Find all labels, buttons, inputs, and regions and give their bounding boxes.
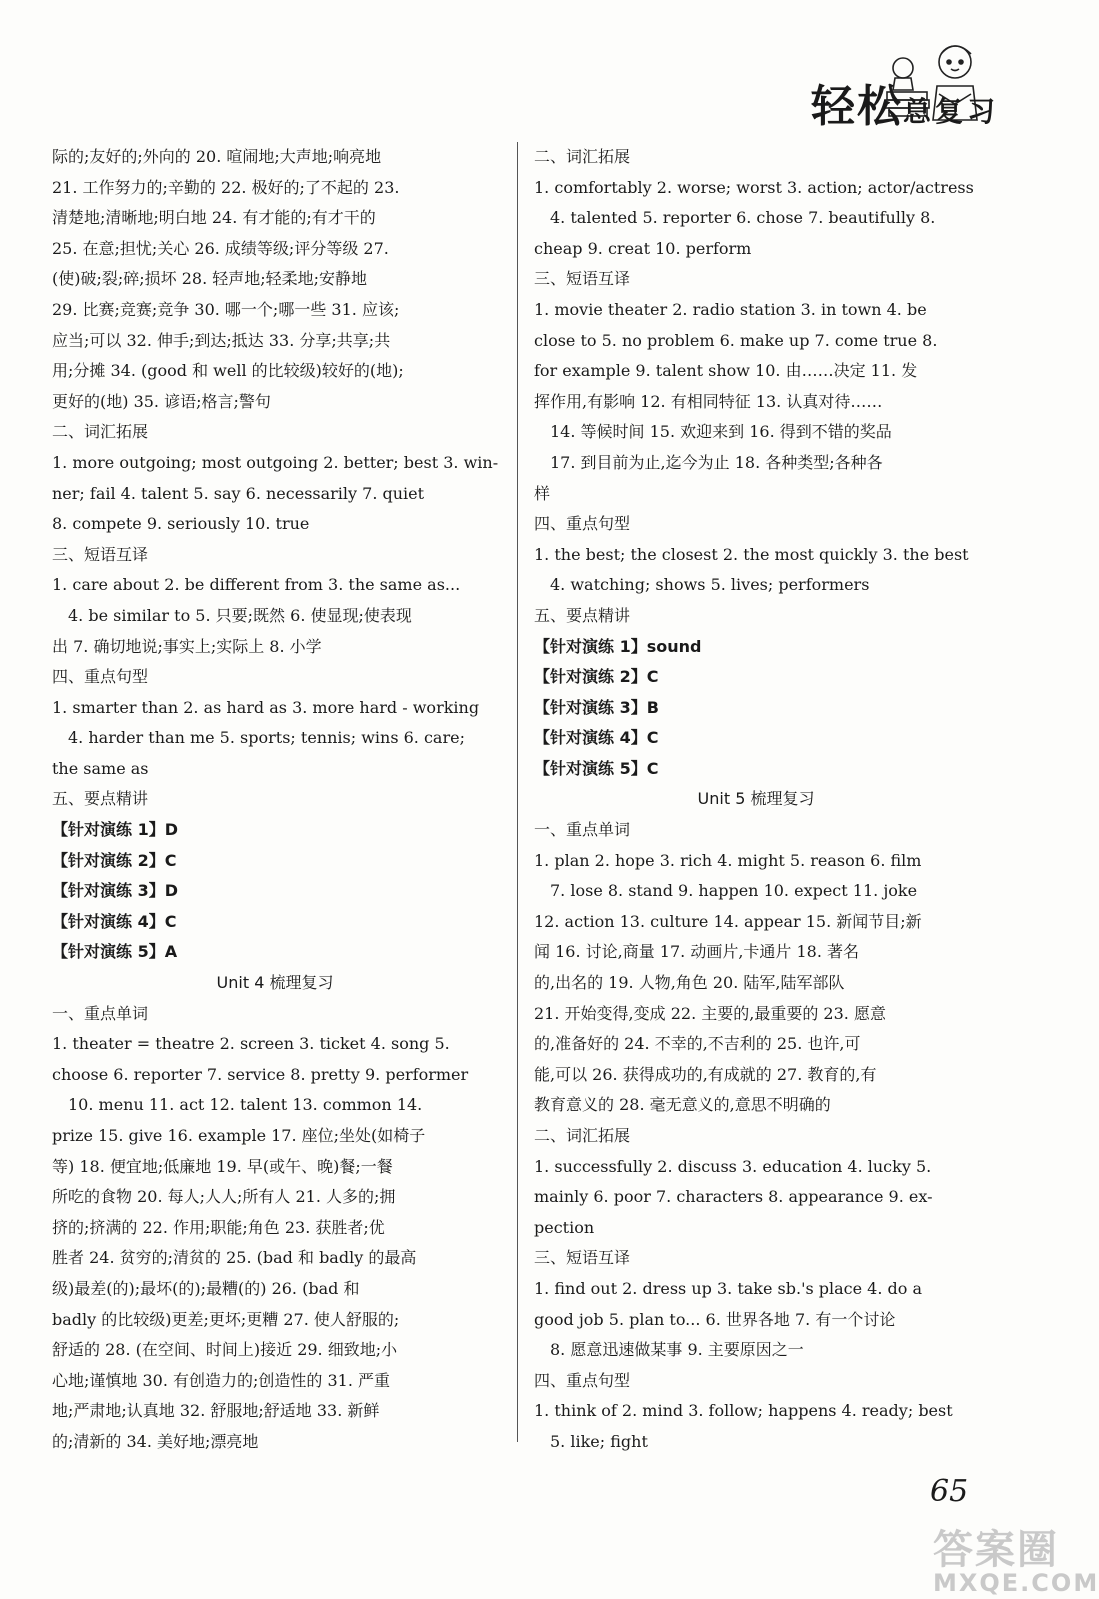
answer-line: 心地;谨慎地 30. 有创造力的;创造性的 31. 严重 — [52, 1370, 391, 1390]
answer-line: 10. menu 11. act 12. talent 13. common 14. — [68, 1095, 423, 1115]
right-column — [534, 142, 978, 1458]
practice-answer: 【针对演练 2】C — [52, 850, 177, 870]
answer-line: 级)最差(的);最坏(的);最糟(的) 26. (bad 和 — [52, 1278, 360, 1298]
section-heading: 四、重点句型 — [52, 667, 149, 687]
section-heading: 四、重点句型 — [534, 514, 631, 534]
answer-line: 29. 比赛;竞赛;竞争 30. 哪一个;哪一些 31. 应该; — [52, 299, 400, 319]
answer-line: pection — [534, 1217, 595, 1237]
unit-title: Unit 5 梳理复习 — [697, 789, 815, 809]
practice-answer: 【针对演练 3】B — [534, 697, 659, 717]
page-number: 65 — [930, 1474, 969, 1509]
brand-title-small: 总复习 — [902, 95, 999, 128]
answer-line: 4. harder than me 5. sports; tennis; wins 6. care; — [68, 728, 465, 748]
answer-line: choose 6. reporter 7. service 8. pretty 9. performer — [52, 1064, 469, 1084]
book-brand-title — [811, 70, 999, 134]
answer-line: badly 的比较级)更差;更坏;更糟 27. 使人舒服的; — [52, 1309, 400, 1329]
practice-answer: 【针对演练 1】D — [52, 820, 178, 840]
watermark-logo — [933, 1518, 1099, 1597]
answer-line: for example 9. talent show 10. 由……决定 11. 发 — [534, 361, 918, 381]
answer-line: 12. action 13. culture 14. appear 15. 新闻节目;新 — [534, 911, 922, 931]
answer-line: 的;清新的 34. 美好地;漂亮地 — [52, 1431, 259, 1451]
answer-line: 7. lose 8. stand 9. happen 10. expect 11. joke — [550, 881, 918, 901]
answer-line: 挤的;挤满的 22. 作用;职能;角色 23. 获胜者;优 — [52, 1217, 385, 1237]
answer-line: 用;分摊 34. (good 和 well 的比较级)较好的(地); — [52, 361, 404, 381]
answer-line: prize 15. give 16. example 17. 座位;坐处(如椅子 — [52, 1126, 426, 1145]
answer-line: 4. be similar to 5. 只要;既然 6. 使显现;使表现 — [68, 605, 412, 625]
answer-line: 1. movie theater 2. radio station 3. in town 4. be — [534, 299, 927, 319]
answer-line: 出 7. 确切地说;事实上;实际上 8. 小学 — [52, 636, 322, 656]
section-heading: 三、短语互译 — [534, 1248, 631, 1268]
section-heading: 二、词汇拓展 — [534, 1126, 631, 1145]
watermark-bottom: MXQE.COM — [933, 1569, 1099, 1597]
answer-line: 样 — [534, 483, 551, 503]
answer-line: cheap 9. creat 10. perform — [534, 238, 752, 258]
practice-answer: 【针对演练 2】C — [534, 667, 659, 687]
answer-line: 地;严肃地;认真地 32. 舒服地;舒适地 33. 新鲜 — [52, 1401, 380, 1421]
answer-line: 清楚地;清晰地;明白地 24. 有才能的;有才干的 — [52, 208, 376, 228]
answer-line: 能,可以 26. 获得成功的,有成就的 27. 教育的,有 — [534, 1064, 877, 1084]
section-heading: 四、重点句型 — [534, 1370, 631, 1390]
practice-answer: 【针对演练 4】C — [534, 728, 659, 748]
answer-line: 际的;友好的;外向的 20. 喧闹地;大声地;响亮地 — [52, 147, 382, 166]
answer-line: 1. comfortably 2. worse; worst 3. action; actor/actress — [534, 177, 974, 197]
answer-line: 1. more outgoing; most outgoing 2. better; best 3. win- — [52, 452, 499, 472]
section-heading: 一、重点单词 — [534, 820, 631, 840]
answer-line: 应当;可以 32. 伸手;到达;抵达 33. 分享;共享;共 — [52, 330, 391, 350]
practice-answer: 【针对演练 3】D — [52, 881, 178, 901]
answer-line: 1. plan 2. hope 3. rich 4. might 5. reason 6. film — [534, 850, 922, 870]
watermark-top: 答案圈 — [933, 1527, 1059, 1573]
column-divider — [517, 142, 518, 1442]
answer-line: 14. 等候时间 15. 欢迎来到 16. 得到不错的奖品 — [550, 422, 892, 442]
unit-title: Unit 4 梳理复习 — [216, 973, 334, 993]
answer-line: 胜者 24. 贫穷的;清贫的 25. (bad 和 badly 的最高 — [52, 1248, 417, 1268]
answer-line: 5. like; fight — [550, 1431, 648, 1451]
section-heading: 二、词汇拓展 — [52, 422, 149, 442]
answer-line: 25. 在意;担忧;关心 26. 成绩等级;评分等级 27. — [52, 238, 389, 258]
answer-line: 挥作用,有影响 12. 有相同特征 13. 认真对待…… — [534, 391, 883, 411]
answer-line: 1. think of 2. mind 3. follow; happens 4. ready; best — [534, 1401, 953, 1421]
answer-line: (使)破;裂;碎;损坏 28. 轻声地;轻柔地;安静地 — [52, 269, 368, 289]
answer-line: close to 5. no problem 6. make up 7. come true 8. — [534, 330, 938, 350]
left-column — [52, 142, 498, 1458]
answer-line: 4. talented 5. reporter 6. chose 7. beautifully 8. — [550, 208, 936, 228]
answer-line: 21. 开始变得,变成 22. 主要的,最重要的 23. 愿意 — [534, 1003, 886, 1023]
answer-line: 8. compete 9. seriously 10. true — [52, 514, 310, 534]
answer-line: mainly 6. poor 7. characters 8. appearance 9. ex- — [534, 1187, 933, 1207]
answer-line: 8. 愿意迅速做某事 9. 主要原因之一 — [550, 1340, 804, 1360]
answer-line: ner; fail 4. talent 5. say 6. necessarily 7. quiet — [52, 483, 425, 503]
answer-line: 4. watching; shows 5. lives; performers — [550, 575, 870, 595]
answer-line: 21. 工作努力的;辛勤的 22. 极好的;了不起的 23. — [52, 177, 400, 197]
practice-answer: 【针对演练 5】A — [52, 942, 178, 962]
answer-line: 1. theater = theatre 2. screen 3. ticket 4. song 5. — [52, 1034, 450, 1054]
section-heading: 五、要点精讲 — [52, 789, 149, 809]
brand-title-big: 轻松 — [810, 81, 903, 132]
answer-line: 1. smarter than 2. as hard as 3. more hard - working — [52, 697, 480, 717]
answer-line: 的,准备好的 24. 不幸的,不吉利的 25. 也许,可 — [534, 1034, 861, 1054]
practice-answer: 【针对演练 5】C — [534, 758, 659, 778]
answer-line: 等) 18. 便宜地;低廉地 19. 早(或午、晚)餐;一餐 — [52, 1156, 393, 1176]
practice-answer: 【针对演练 4】C — [52, 911, 177, 931]
answer-line: 更好的(地) 35. 谚语;格言;警句 — [52, 391, 271, 411]
answer-line: the same as — [52, 758, 149, 778]
section-heading: 五、要点精讲 — [534, 605, 631, 625]
section-heading: 三、短语互译 — [52, 544, 149, 564]
answer-line: 舒适的 28. (在空间、时间上)接近 29. 细致地;小 — [52, 1340, 398, 1360]
answer-line: 17. 到目前为止,迄今为止 18. 各种类型;各种各 — [550, 452, 883, 472]
answer-line: 1. successfully 2. discuss 3. education 4. lucky 5. — [534, 1156, 932, 1176]
answer-line: 所吃的食物 20. 每人;人人;所有人 21. 人多的;拥 — [52, 1187, 396, 1207]
answer-line: 1. the best; the closest 2. the most quickly 3. the best — [534, 544, 969, 564]
answer-line: 的,出名的 19. 人物,角色 20. 陆军,陆军部队 — [534, 973, 845, 993]
section-heading: 三、短语互译 — [534, 269, 631, 289]
practice-answer: 【针对演练 1】sound — [534, 636, 702, 656]
answer-line: 教育意义的 28. 毫无意义的,意思不明确的 — [534, 1095, 831, 1115]
section-heading: 一、重点单词 — [52, 1003, 149, 1023]
answer-line: 1. find out 2. dress up 3. take sb.'s place 4. do a — [534, 1278, 923, 1298]
answer-line: 闻 16. 讨论,商量 17. 动画片,卡通片 18. 著名 — [534, 942, 860, 962]
answer-line: 1. care about 2. be different from 3. the same as... — [52, 575, 461, 595]
answer-line: good job 5. plan to... 6. 世界各地 7. 有一个讨论 — [534, 1309, 896, 1329]
section-heading: 二、词汇拓展 — [534, 147, 631, 166]
